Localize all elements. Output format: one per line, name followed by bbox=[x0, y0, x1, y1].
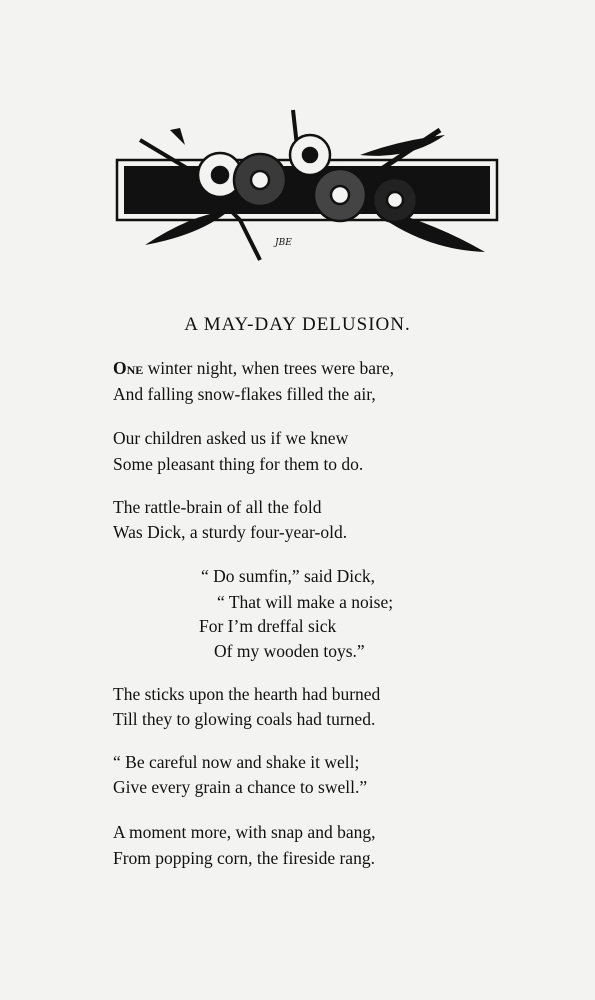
poem-line bbox=[113, 358, 394, 379]
poem-line: For I’m dreffal sick bbox=[199, 616, 337, 636]
poem-line: “ Be careful now and shake it well; bbox=[113, 752, 360, 772]
poem-line: And falling snow-flakes filled the air, bbox=[113, 384, 376, 404]
poem-line: Till they to glowing coals had turned. bbox=[113, 709, 376, 729]
poem-line: The sticks upon the hearth had burned bbox=[113, 684, 381, 704]
poem-line: “ That will make a noise; bbox=[217, 592, 394, 612]
monogram: JBE bbox=[275, 238, 292, 248]
flower-spray-icon bbox=[110, 100, 505, 280]
drop-word: One bbox=[113, 358, 144, 378]
line-text: winter night, when trees were bare, bbox=[143, 358, 395, 378]
poem-line: Give every grain a chance to swell.” bbox=[113, 777, 368, 797]
poem-line: Of my wooden toys.” bbox=[214, 641, 365, 661]
poem-line: The rattle-brain of all the fold bbox=[113, 497, 322, 517]
poem-line: A moment more, with snap and bang, bbox=[113, 822, 376, 842]
poem-line: Was Dick, a sturdy four-year-old. bbox=[113, 522, 348, 542]
poem-line: From popping corn, the fireside rang. bbox=[113, 848, 375, 868]
poem-line: Our children asked us if we knew bbox=[113, 428, 349, 448]
poem-line: Some pleasant thing for them to do. bbox=[113, 454, 364, 474]
poem-line: “ Do sumfin,” said Dick, bbox=[201, 566, 375, 586]
page-title: A MAY-DAY DELUSION. bbox=[184, 314, 411, 335]
